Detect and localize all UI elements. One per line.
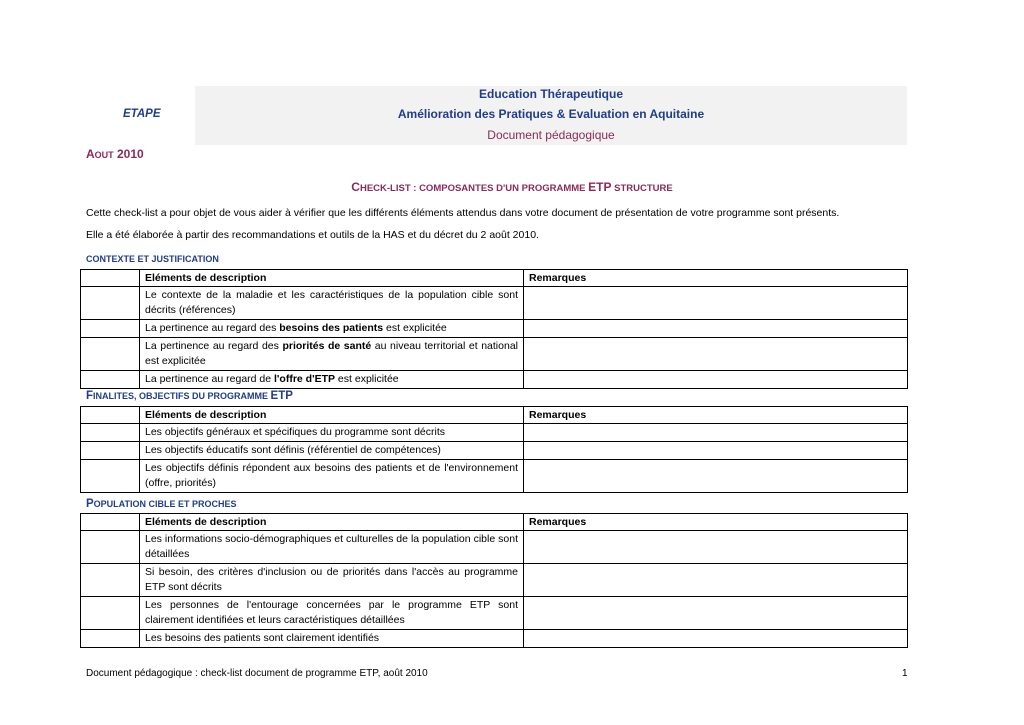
checkbox-cell[interactable] [81,338,140,371]
header-title: Education Thérapeutique [478,87,623,101]
checkbox-cell[interactable] [81,287,140,320]
table-header-row [81,407,908,424]
checkbox-cell[interactable] [81,630,140,648]
remarks-cell[interactable] [524,320,908,338]
checkbox-cell[interactable] [81,442,140,460]
remarks-cell[interactable] [524,460,908,493]
table-row [81,424,908,442]
description-cell: Les objectifs généraux et spécifiques du programme sont décrits [140,424,524,442]
column-header-remarks: Remarques [524,270,908,287]
table-header-row [81,514,908,531]
section-title-context: CONTEXTE ET JUSTIFICATION [86,254,219,264]
description-cell [140,371,524,389]
remarks-cell[interactable] [524,630,908,648]
table-row [81,630,908,648]
description-cell: Le contexte de la maladie et les caractéristiques de la population cible sont décrits (références) [140,287,524,320]
description-cell: Les objectifs éducatifs sont définis (référentiel de compétences) [140,442,524,460]
description-cell: Si besoin, des critères d'inclusion ou de priorités dans l'accès au programme ETP sont décrits [140,564,524,597]
title-end: STRUCTURE [611,183,673,194]
checkbox-cell[interactable] [81,531,140,564]
title-initial: C [351,180,360,194]
date-year: 2010 [113,147,144,161]
description-cell [140,320,524,338]
description-cell: Les objectifs définis répondent aux besoins des patients et de l'environnement (offre, priorités) [140,460,524,493]
checkbox-cell[interactable] [81,320,140,338]
etape-label: ETAPE [123,108,161,120]
checklist-table-population [80,513,908,648]
text-bold: besoins des patients [279,322,384,334]
description-cell: Les informations socio-démographiques et culturelles de la population cible sont détaillées [140,531,524,564]
title-etp: ETP [270,390,293,402]
checkbox-cell[interactable] [81,460,140,493]
date-initial: A [86,147,95,161]
description-cell: Les personnes de l'entourage concernées par le programme ETP sont clairement identifiées et leurs caractéristiques détaillées [140,597,524,630]
checklist-table-objectives [80,406,908,493]
text-part: La pertinence au regard de [145,373,275,385]
checkbox-cell[interactable] [81,407,140,424]
remarks-cell[interactable] [524,442,908,460]
checkbox-cell[interactable] [81,564,140,597]
text-part: au niveau territorial et national est explicitée [145,340,518,367]
title-rest: INALITES, OBJECTIFS DU PROGRAMME [93,391,271,401]
header-subtitle: Amélioration des Pratiques & Evaluation en Aquitaine [397,107,705,121]
checkbox-cell[interactable] [81,424,140,442]
description-cell: Les besoins des patients sont clairement identifiés [140,630,524,648]
table-row [81,531,908,564]
table-row [81,320,908,338]
checklist-table-context [80,269,908,389]
table-row [81,442,908,460]
table-header-row [81,270,908,287]
table-row [81,338,908,371]
intro-line-1: Cette check-list a pour objet de vous aider à vérifier que les différents éléments attendus dans votre document de présentation de votre programme sont présents. [86,207,840,219]
column-header-description: Eléments de description [140,270,524,287]
remarks-cell[interactable] [524,424,908,442]
text-bold: priorités de santé [282,340,372,352]
title-rest: OPULATION CIBLE ET PROCHES [93,499,237,509]
description-cell [140,338,524,371]
remarks-cell[interactable] [524,597,908,630]
table-row [81,597,908,630]
column-header-remarks: Remarques [524,514,908,531]
section-title-population [86,498,237,510]
text-part: est explicitée [383,322,447,334]
checkbox-cell[interactable] [81,270,140,287]
text-part: La pertinence au regard des [145,322,280,334]
title-main: HECK-LIST : COMPOSANTES D'UN PROGRAMME [359,183,589,194]
title-initial: P [86,498,94,510]
intro-line-2: Elle a été élaborée à partir des recommandations et outils de la HAS et du décret du 2 août 2010. [86,229,539,241]
document-date [86,147,144,161]
checkbox-cell[interactable] [81,597,140,630]
column-header-description: Eléments de description [140,514,524,531]
header-doc-type: Document pédagogique [487,128,615,142]
remarks-cell[interactable] [524,338,908,371]
section-title-objectives [86,390,293,402]
table-row [81,460,908,493]
title-etp: ETP [588,180,612,194]
footer-text: Document pédagogique : check-list document de programme ETP, août 2010 [86,668,428,679]
checkbox-cell[interactable] [81,371,140,389]
title-initial: F [86,390,94,402]
page-number: 1 [902,668,908,679]
column-header-description: Eléments de description [140,407,524,424]
table-row [81,371,908,389]
column-header-remarks: Remarques [524,407,908,424]
remarks-cell[interactable] [524,287,908,320]
text-part: La pertinence au regard des [145,340,283,352]
date-month-rest: OUT [94,150,114,160]
table-row [81,287,908,320]
page-title [86,180,938,194]
table-row [81,564,908,597]
remarks-cell[interactable] [524,564,908,597]
remarks-cell[interactable] [524,531,908,564]
text-part: est explicitée [335,373,399,385]
text-bold: l'offre d'ETP [274,373,336,385]
remarks-cell[interactable] [524,371,908,389]
checkbox-cell[interactable] [81,514,140,531]
